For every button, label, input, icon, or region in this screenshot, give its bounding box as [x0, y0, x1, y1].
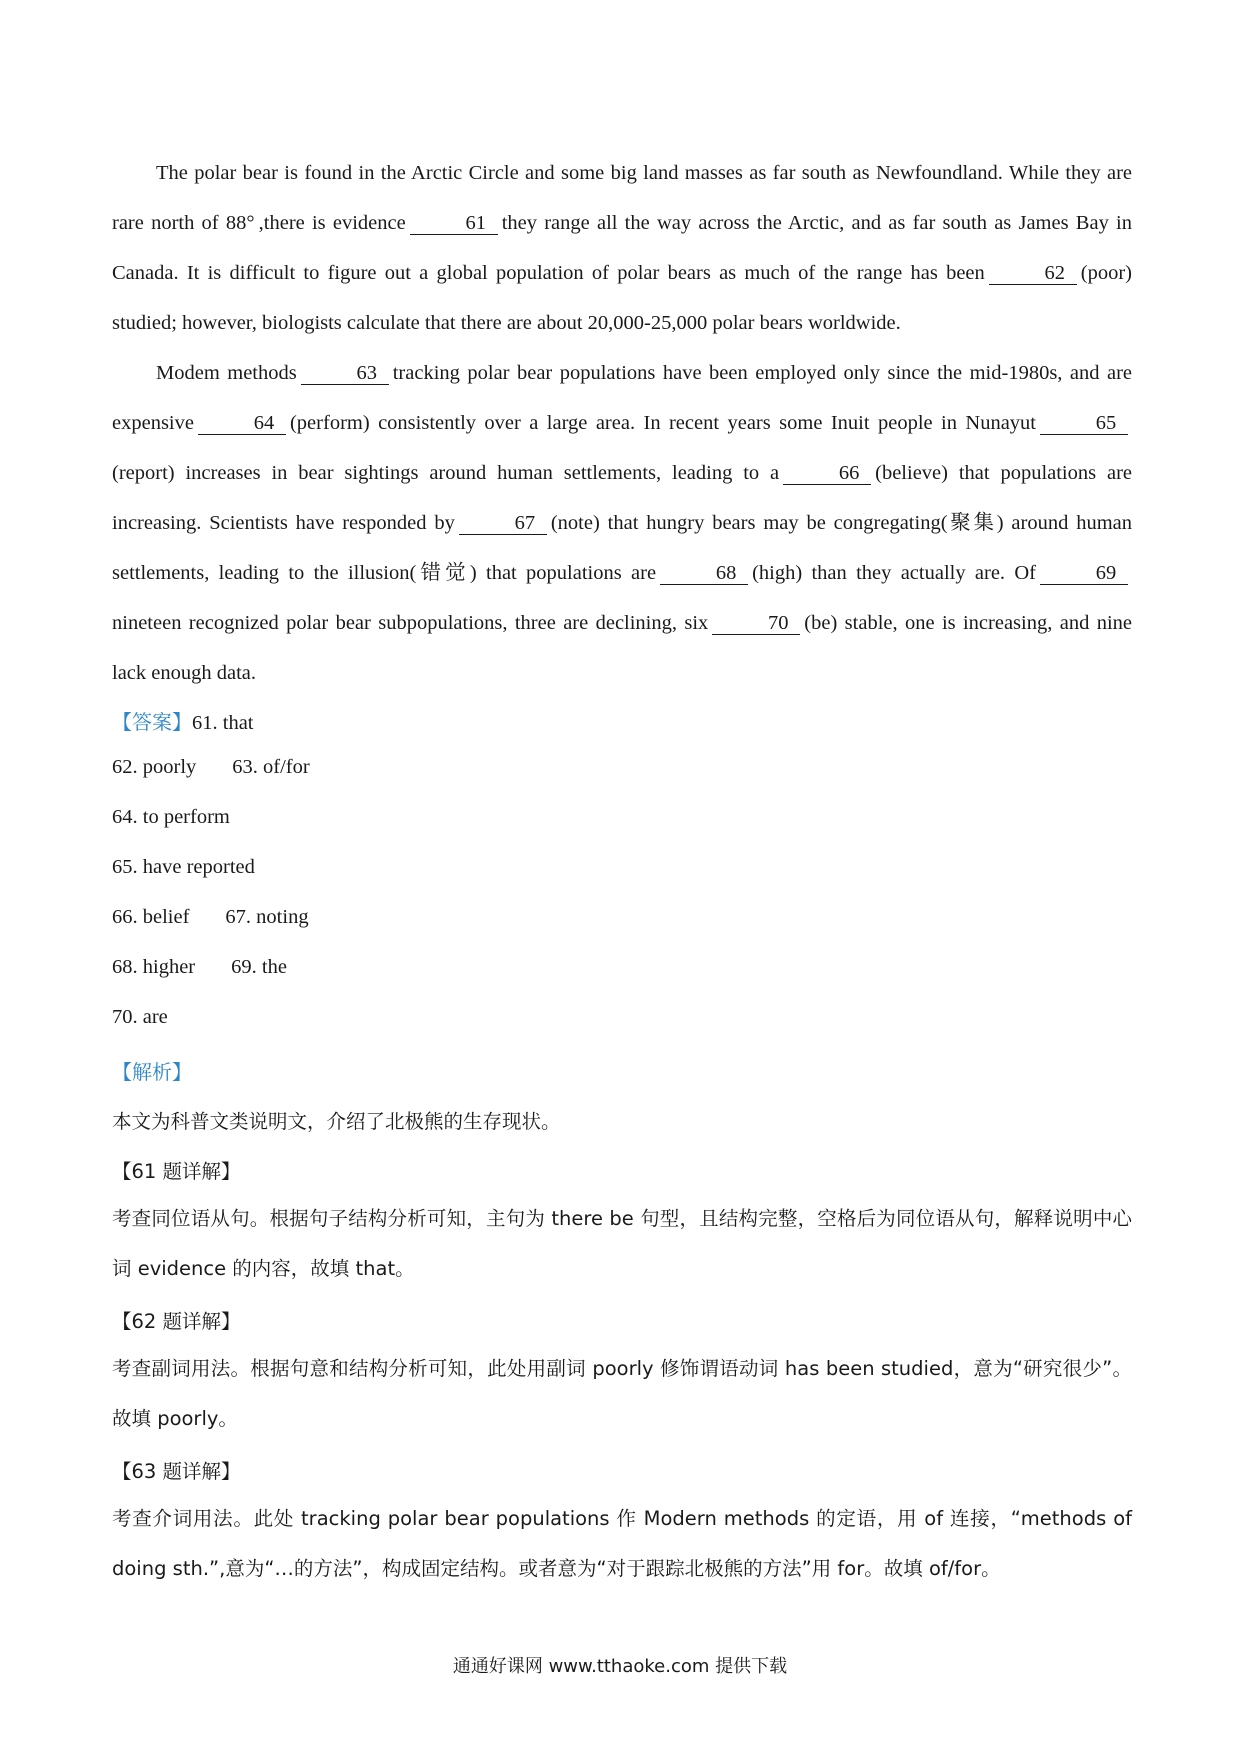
- answer-line-6: [112, 956, 287, 979]
- blank-63[interactable]: 63: [301, 362, 389, 385]
- answer-61: 61. that: [192, 712, 254, 734]
- answer-64: 64. to perform: [112, 806, 230, 828]
- analysis-summary: 本文为科普文类说明文，介绍了北极熊的生存现状。: [112, 1110, 561, 1133]
- blank-64[interactable]: 64: [198, 412, 286, 435]
- q61-heading: 【61 题详解】: [112, 1160, 241, 1183]
- analysis-tag: 【解析】: [112, 1060, 192, 1084]
- answer-65: 65. have reported: [112, 856, 255, 878]
- blank-68[interactable]: 68: [660, 562, 748, 585]
- answer-69: 69. the: [231, 956, 287, 978]
- q62-explanation: 考查副词用法。根据句意和结构分析可知，此处用副词 poorly 修饰谓语动词 has been studied，意为“研究很少”。故填 poorly。: [112, 1357, 1132, 1430]
- q61-explanation: 考查同位语从句。根据句子结构分析可知，主句为 there be 句型，且结构完整，空格后为同位语从句，解释说明中心词 evidence 的内容，故填 that。: [112, 1207, 1132, 1280]
- blank-61[interactable]: 61: [410, 212, 498, 235]
- blank-62[interactable]: 62: [989, 262, 1077, 285]
- answer-line-7: [112, 1006, 168, 1029]
- answer-line-1: [112, 706, 254, 735]
- analysis-heading: [112, 1056, 192, 1085]
- blank-65[interactable]: 65: [1040, 412, 1128, 435]
- blank-70[interactable]: 70: [712, 612, 800, 635]
- answer-67: 67. noting: [225, 906, 309, 928]
- answer-line-2: [112, 756, 310, 779]
- answer-68: 68. higher: [112, 956, 196, 978]
- answer-line-4: [112, 856, 255, 879]
- passage-paragraph-2: Modem methods 63 tracking polar bear populations have been employed only since the mid-1980s, and are expensive 64 (perform) consistently over a large area. In recent years some Inuit people in Nunayut 65(report) increases in bear sightings around human settlements, leading to a 66 (believe) that populations are increasing. Scientists have responded by 67 (note) that hungry bears may be congregating(聚集) around human settlements, leading to the illusion(错觉) that populations are 68 (high) than they actually are. Of 69nineteen recognized polar bear subpopulations, three are declining, six 70 (be) stable, one is increasing, and nine lack enough data.: [112, 362, 1133, 684]
- q63-explanation: 考查介词用法。此处 tracking polar bear populations 作 Modern methods 的定语，用 of 连接，“methods of doing sth.”,意为“…的方法”，构成固定结构。或者意为“对于跟踪北极熊的方法”用 for。故填 of/for。: [112, 1507, 1132, 1580]
- answer-66: 66. belief: [112, 906, 190, 928]
- passage-paragraph-1: The polar bear is found in the Arctic Circle and some big land masses as far south as Newfoundland. While they are rare north of 88° ,there is evidence 61 they range all the way across the Arctic, and as far south as James Bay in Canada. It is difficult to figure out a global population of polar bears as much of the range has been 62 (poor) studied; however, biologists calculate that there are about 20,000-25,000 polar bears worldwide.: [112, 162, 1132, 334]
- blank-69[interactable]: 69: [1040, 562, 1128, 585]
- q62-heading: 【62 题详解】: [112, 1310, 241, 1333]
- q63-heading: 【63 题详解】: [112, 1460, 241, 1483]
- page-footer: 通通好课网 www.tthaoke.com 提供下载: [452, 1656, 788, 1677]
- blank-67[interactable]: 67: [459, 512, 547, 535]
- answer-line-5: [112, 906, 309, 929]
- answer-70: 70. are: [112, 1006, 168, 1028]
- answer-62: 62. poorly: [112, 756, 197, 778]
- answer-tag: 【答案】: [112, 710, 192, 734]
- blank-66[interactable]: 66: [783, 462, 871, 485]
- answer-line-3: [112, 806, 230, 829]
- answer-63: 63. of/for: [232, 756, 310, 778]
